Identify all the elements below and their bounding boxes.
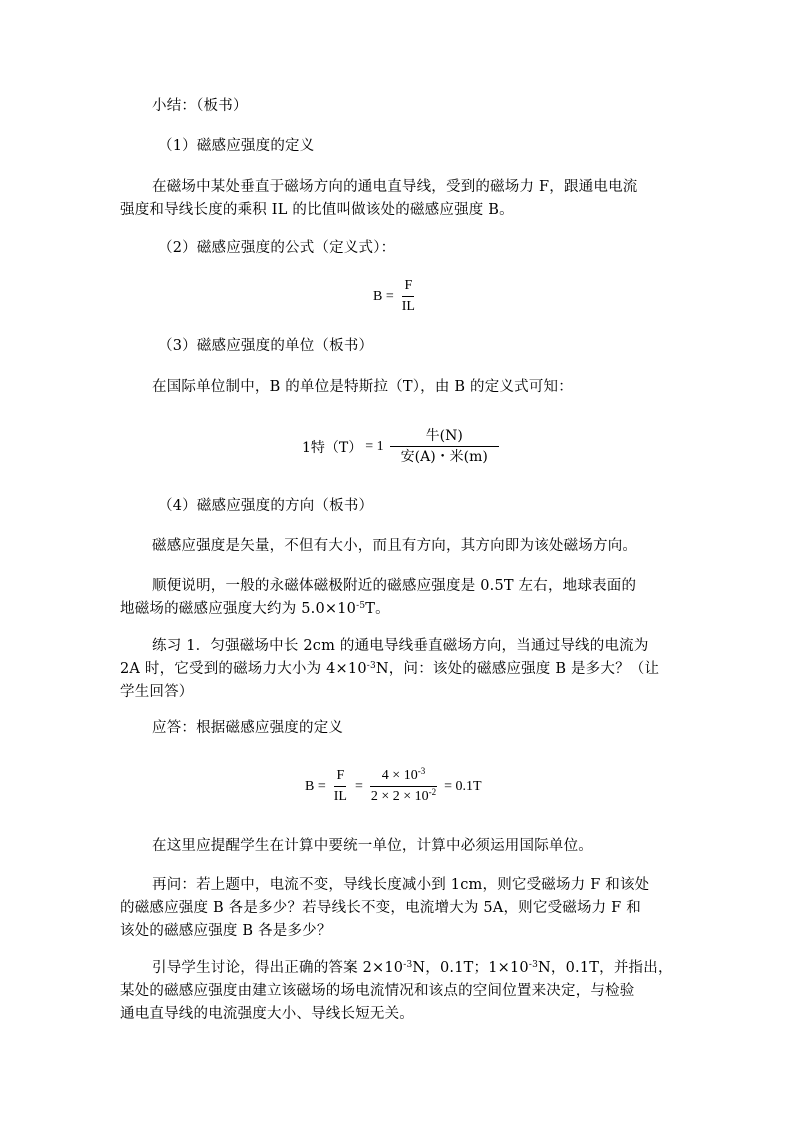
exercise-exponent: -3 bbox=[366, 661, 376, 671]
calc-result: = 0.1T bbox=[444, 778, 482, 794]
conclusion-line-1 bbox=[152, 956, 673, 980]
conclusion-line-3: 通电直导线的电流强度大小、导线长短无关。 bbox=[120, 1006, 414, 1022]
calc-f2-num-exp: -3 bbox=[417, 766, 426, 776]
section-1-body-line-2: 强度和导线长度的乘积 IL 的比值叫做该处的磁感应强度 B。 bbox=[120, 202, 514, 218]
calc-f1-denominator: IL bbox=[333, 789, 347, 804]
note-line-1: 顺便说明，一般的永磁体磁极附近的磁感应强度是 0.5T 左右，地球表面的 bbox=[152, 578, 637, 594]
exercise-text: 2A 时，它受到的磁场力大小为 4×10 bbox=[120, 661, 367, 677]
conclusion-text-a: 引导学生讨论，得出正确的答案 2×10 bbox=[152, 960, 404, 976]
conclusion-exp-1: -3 bbox=[403, 960, 413, 970]
section-1-body-line-1: 在磁场中某处垂直于磁场方向的通电直导线，受到的磁场力 F，跟通电电流 bbox=[152, 179, 638, 195]
definition-formula bbox=[370, 278, 420, 315]
calc-fraction-1 bbox=[332, 768, 349, 805]
followup-line-1: 再问：若上题中，电流不变，导线长度减小到 1cm，则它受磁场力 F 和该处 bbox=[152, 877, 650, 893]
section-2-heading: （2）磁感应强度的公式（定义式）： bbox=[158, 240, 396, 256]
note-text: 地磁场的磁感应强度大约为 5.0×10 bbox=[120, 601, 357, 617]
calc-f2-denominator bbox=[369, 787, 438, 805]
calc-lhs: B = bbox=[305, 778, 326, 794]
conclusion-text-c: N，0.1T，并指出， bbox=[538, 960, 673, 976]
section-3-heading: （3）磁感应强度的单位（板书） bbox=[158, 338, 374, 354]
calc-f2-den-exp: -2 bbox=[428, 787, 437, 797]
calc-fraction-2 bbox=[369, 768, 438, 805]
calc-f1-numerator: F bbox=[334, 768, 346, 787]
answer-intro: 应答：根据磁感应强度的定义 bbox=[152, 720, 344, 736]
unit-equals: = 1 bbox=[365, 438, 384, 454]
section-1-heading: （1）磁感应强度的定义 bbox=[158, 138, 315, 154]
followup-line-3: 该处的磁感应强度 B 各是多少？ bbox=[120, 923, 332, 939]
note-unit: T。 bbox=[365, 601, 390, 617]
conclusion-line-2: 某处的磁感应强度由建立该磁场的场电流情况和该点的空间位置来决定，与检验 bbox=[120, 983, 635, 999]
summary-heading: 小结：（板书） bbox=[152, 98, 248, 114]
reminder: 在这里应提醒学生在计算中要统一单位，计算中必须运用国际单位。 bbox=[152, 838, 593, 854]
conclusion-text-b: N，0.1T；1×10 bbox=[412, 960, 529, 976]
section-3-body: 在国际单位制中，B 的单位是特斯拉（T），由 B 的定义式可知： bbox=[152, 379, 573, 395]
exercise-question: N，问：该处的磁感应强度 B 是多大？（让 bbox=[375, 661, 660, 677]
unit-numerator: 牛(N) bbox=[390, 428, 499, 447]
note-exponent: -5 bbox=[356, 601, 366, 611]
fraction-numerator: F bbox=[402, 278, 414, 297]
note-line-2 bbox=[120, 597, 390, 621]
unit-denominator: 安(A)・米(m) bbox=[400, 449, 488, 465]
exercise-line-1: 练习 1．匀强磁场中长 2cm 的通电导线垂直磁场方向，当通过导线的电流为 bbox=[152, 638, 649, 654]
calc-f2-num-base: 4 × 10 bbox=[381, 768, 418, 783]
exercise-line-2 bbox=[120, 657, 659, 681]
conclusion-exp-2: -3 bbox=[528, 960, 539, 970]
formula-fraction bbox=[400, 278, 417, 315]
unit-lhs: 1特（T） bbox=[302, 439, 363, 456]
exercise-line-3: 学生回答） bbox=[120, 684, 194, 700]
section-4-body: 磁感应强度是矢量，不但有大小，而且有方向，其方向即为该处磁场方向。 bbox=[152, 538, 638, 554]
section-4-heading: （4）磁感应强度的方向（板书） bbox=[158, 498, 374, 514]
calc-equals-1: = bbox=[354, 778, 363, 794]
fraction-denominator: IL bbox=[401, 299, 415, 314]
followup-line-2: 的磁感应强度 B 各是多少？若导线长不变，电流增大为 5A，则它受磁场力 F 和 bbox=[120, 900, 641, 916]
formula-lhs: B = bbox=[373, 288, 394, 304]
calc-f2-den-base: 2 × 2 × 10 bbox=[370, 789, 429, 804]
unit-fraction bbox=[390, 428, 499, 465]
calc-f2-numerator bbox=[370, 768, 437, 787]
unit-formula bbox=[302, 428, 502, 465]
calculation-formula bbox=[302, 768, 485, 805]
